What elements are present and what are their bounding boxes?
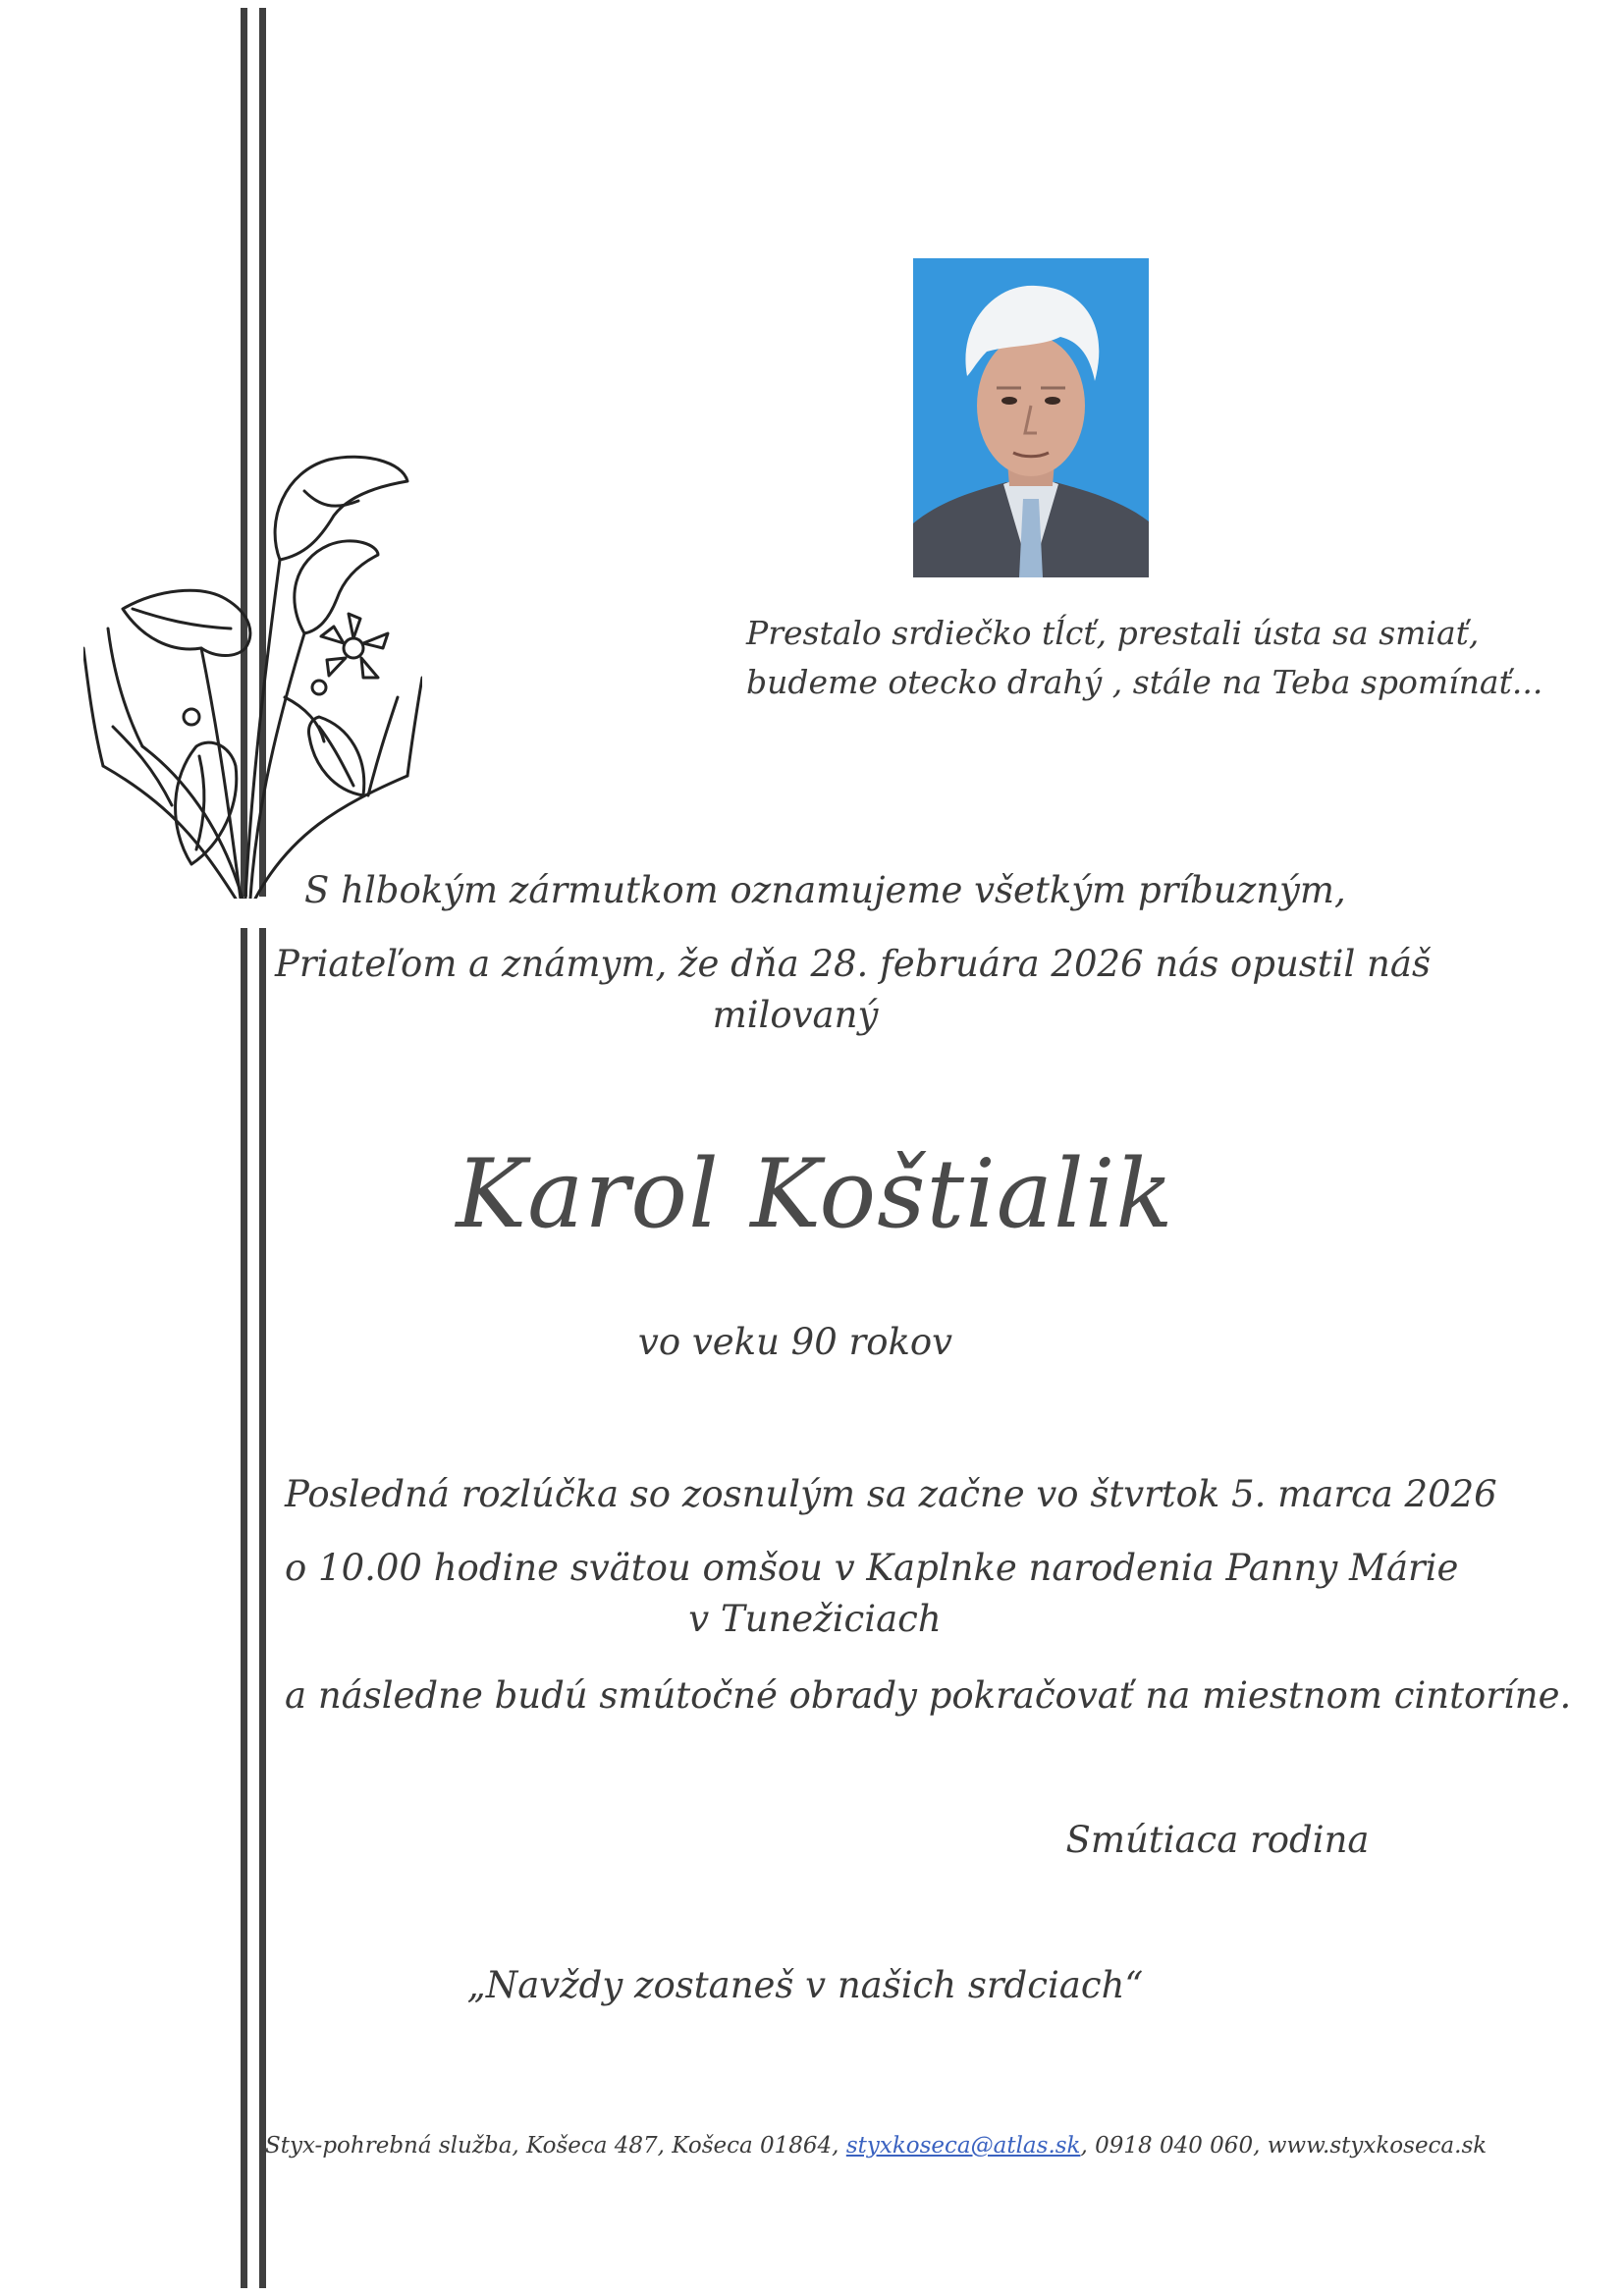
vertical-rule-left-bottom [241,928,247,2288]
funeral-line-1: Posledná rozlúčka so zosnulým sa začne vo štvrtok 5. marca 2026 [285,1473,1497,1515]
announcement-line-2: Priateľom a známym, že dňa 28. februára 2026 nás opustil náš [275,943,1431,985]
funeral-line-3: v Tunežiciach [688,1598,942,1640]
funeral-line-4: a následne budú smútočné obrady pokračovať na miestnom cintoríne. [285,1674,1572,1717]
announcement-line-3: milovaný [712,994,879,1036]
calla-lily-icon [83,452,422,899]
funeral-line-2: o 10.00 hodine svätou omšou v Kaplnke narodenia Panny Márie [285,1547,1459,1589]
deceased-name: Karol Koštialik [456,1139,1174,1249]
footer-email-link[interactable]: styxkoseca@atlas.sk [845,2133,1081,2159]
footer [265,2133,1488,2159]
signature: Smútiaca rodina [1065,1819,1370,1861]
verse-line-1: Prestalo srdiečko tĺcť, prestali ústa sa smiať, [746,614,1480,652]
portrait-photo-icon [913,258,1149,577]
deceased-age: vo veku 90 rokov [637,1321,953,1363]
motto: „Navždy zostaneš v našich srdciach“ [466,1964,1144,2006]
announcement-line-1: S hlbokým zármutkom oznamujeme všetkým príbuzným, [304,869,1346,911]
verse [746,609,1543,707]
verse-line-2: budeme otecko drahý , stále na Teba spomínať... [746,663,1543,701]
footer-address: Styx-pohrebná služba, Košeca 487, Košeca 01864, [265,2133,846,2159]
footer-contact: , 0918 040 060, www.styxkoseca.sk [1080,2133,1488,2159]
vertical-rule-right-bottom [259,928,266,2288]
